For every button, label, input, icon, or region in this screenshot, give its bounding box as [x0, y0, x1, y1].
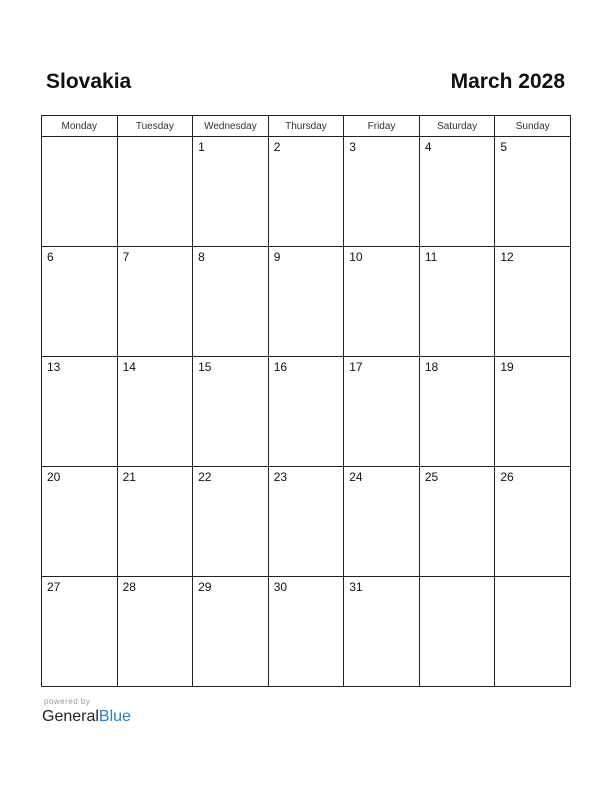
day-number: 19 [500, 360, 514, 374]
day-number: 25 [424, 470, 439, 484]
day-cell [344, 467, 420, 577]
day-cell [495, 357, 571, 467]
day-number: 14 [122, 360, 136, 374]
week-row [42, 137, 571, 247]
day-cell [419, 577, 495, 687]
day-cell [344, 357, 420, 467]
day-cell [419, 357, 495, 467]
day-number: 7 [122, 250, 130, 264]
day-cell [268, 357, 344, 467]
weekday-friday: Friday [344, 116, 420, 137]
brand-general: General [42, 708, 99, 725]
day-number [118, 137, 193, 140]
day-cell [117, 467, 193, 577]
week-row [42, 247, 571, 357]
day-number [42, 137, 117, 140]
day-number: 2 [273, 140, 281, 154]
month-year-title: March 2028 [450, 70, 565, 93]
day-number: 15 [198, 360, 212, 374]
day-cell [117, 577, 193, 687]
day-number: 18 [424, 360, 439, 374]
day-cell [42, 357, 118, 467]
day-number: 24 [349, 470, 363, 484]
day-number: 16 [273, 360, 288, 374]
day-cell [193, 247, 269, 357]
weekday-wednesday: Wednesday [193, 116, 269, 137]
day-cell [193, 467, 269, 577]
country-title: Slovakia [46, 70, 132, 93]
day-cell [193, 137, 269, 247]
day-cell [495, 467, 571, 577]
day-cell [419, 137, 495, 247]
day-cell [495, 137, 571, 247]
powered-by-label: powered by [44, 697, 91, 706]
day-cell [117, 137, 193, 247]
day-number: 9 [273, 250, 281, 264]
day-number: 3 [349, 140, 356, 154]
day-cell [344, 137, 420, 247]
day-number: 26 [500, 470, 514, 484]
day-cell [193, 357, 269, 467]
day-cell [419, 247, 495, 357]
day-number: 10 [349, 250, 363, 264]
day-number: 22 [198, 470, 212, 484]
day-cell [268, 137, 344, 247]
day-cell [495, 247, 571, 357]
day-cell [42, 467, 118, 577]
day-number: 6 [47, 250, 54, 264]
day-number [495, 577, 570, 580]
day-cell [193, 577, 269, 687]
day-cell [117, 357, 193, 467]
day-cell [419, 467, 495, 577]
day-number: 1 [198, 140, 205, 154]
weekday-thursday: Thursday [268, 116, 344, 137]
day-cell [42, 247, 118, 357]
day-cell [344, 247, 420, 357]
brand-blue: Blue [98, 708, 131, 725]
day-cell [117, 247, 193, 357]
day-number: 5 [500, 140, 508, 154]
weekday-monday: Monday [42, 116, 118, 137]
day-number: 12 [500, 250, 514, 264]
day-cell [344, 577, 420, 687]
day-number: 21 [122, 470, 136, 484]
day-number: 23 [273, 470, 288, 484]
day-cell [495, 577, 571, 687]
weekday-tuesday: Tuesday [117, 116, 193, 137]
day-number: 8 [198, 250, 205, 264]
generalblue-logo[interactable] [42, 708, 131, 726]
week-row [42, 357, 571, 467]
weekday-sunday: Sunday [495, 116, 571, 137]
day-cell [268, 467, 344, 577]
calendar-grid [41, 115, 571, 687]
day-number: 11 [424, 250, 438, 264]
day-number: 31 [349, 580, 363, 594]
day-number: 27 [47, 580, 61, 594]
day-number: 13 [47, 360, 61, 374]
day-cell [268, 247, 344, 357]
day-cell [42, 137, 118, 247]
day-number: 30 [273, 580, 288, 594]
day-number: 28 [122, 580, 136, 594]
weekday-saturday: Saturday [419, 116, 495, 137]
weekday-header-row [42, 116, 571, 137]
day-number: 4 [424, 140, 432, 154]
day-number: 29 [198, 580, 212, 594]
day-cell [268, 577, 344, 687]
week-row [42, 467, 571, 577]
day-cell [42, 577, 118, 687]
day-number: 17 [349, 360, 363, 374]
day-number: 20 [47, 470, 61, 484]
day-number [420, 577, 495, 580]
week-row [42, 577, 571, 687]
